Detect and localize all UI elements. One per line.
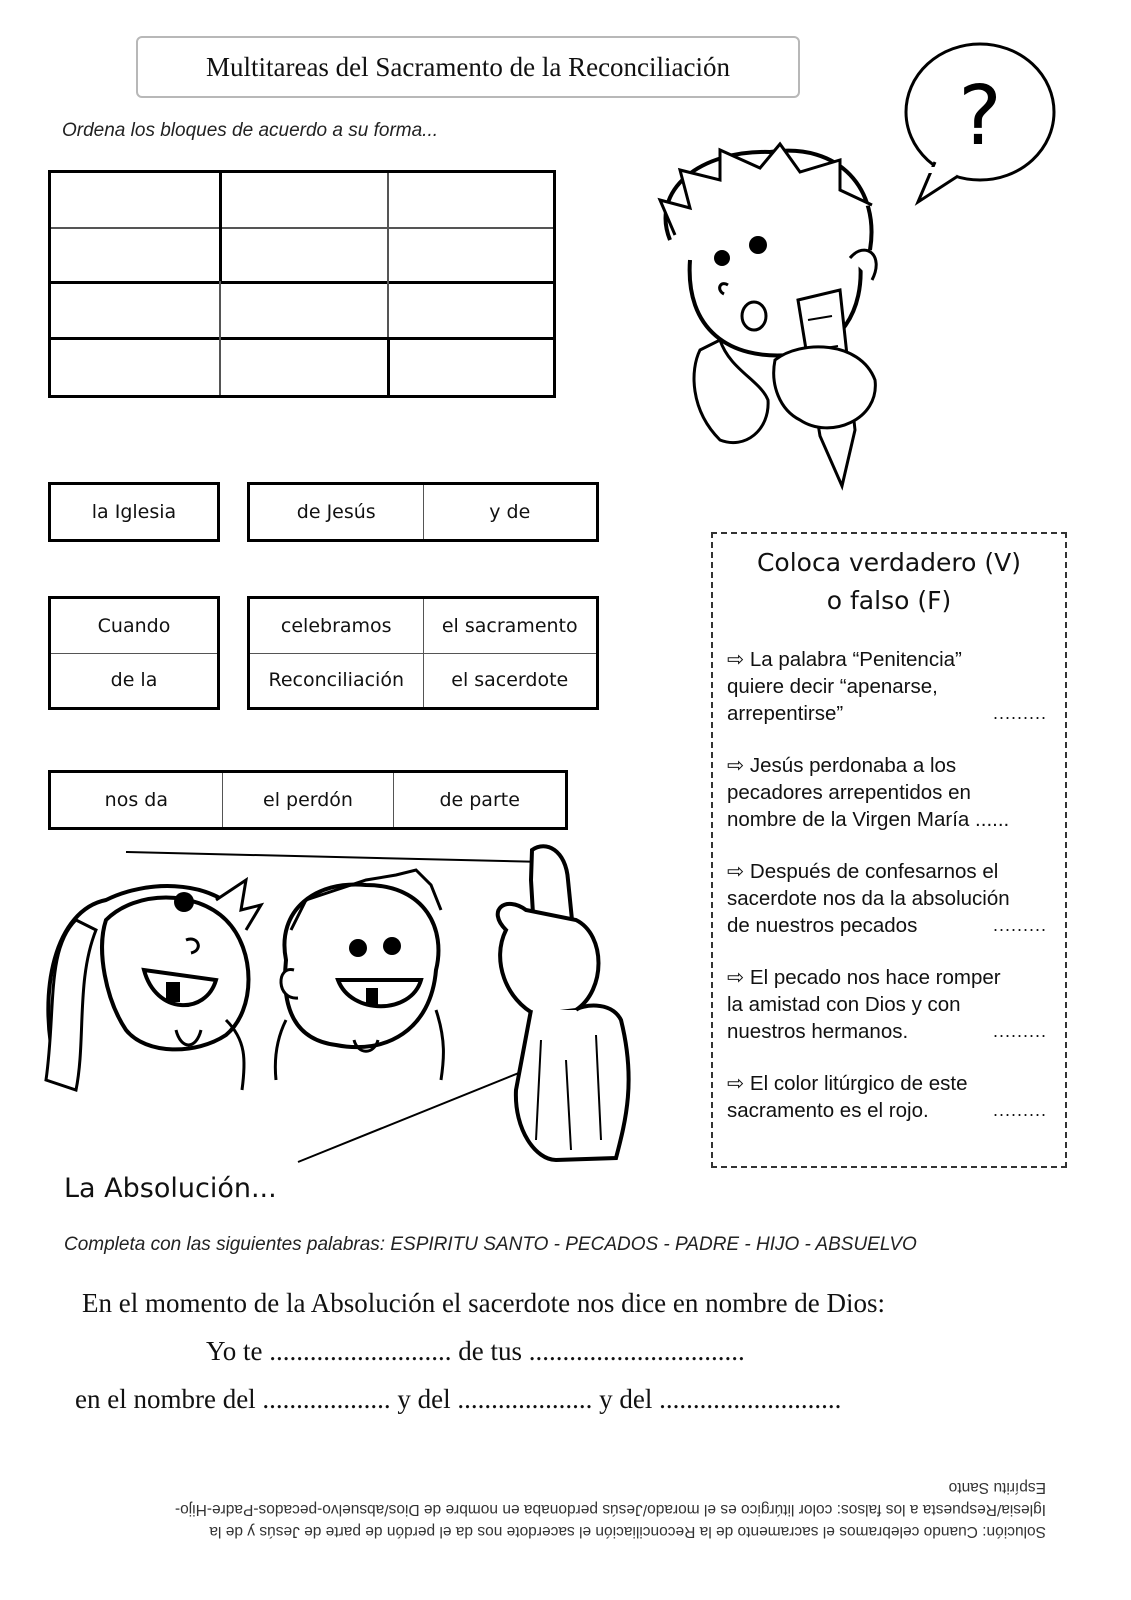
block-word: Cuando	[51, 599, 217, 654]
solution-line: Iglesia/Respuesta a los falsos: color litúrgico es el morado/Jesús perdonaba en nombre de Dios/absuelvo-pecados-Padre-Hijo-	[174, 1501, 1046, 1518]
answer-grid[interactable]	[48, 170, 556, 398]
word-block-4[interactable]	[247, 596, 599, 710]
statement-2	[727, 752, 1057, 833]
statement-text: Jesús perdonaba a los	[749, 754, 957, 777]
statement-text: de nuestros pecados	[727, 914, 918, 937]
arrow-icon: ⇨	[727, 966, 745, 989]
true-false-box	[711, 532, 1067, 1168]
thinking-boy-illustration	[650, 40, 1070, 510]
answer-blank[interactable]: .........	[992, 1021, 1047, 1041]
block-word: de Jesús	[250, 485, 424, 539]
statement-text: nuestros hermanos.	[727, 1020, 909, 1043]
statement-text: nombre de la Virgen María	[727, 808, 970, 831]
children-priest-illustration	[36, 840, 676, 1200]
statement-text: Después de confesarnos el	[749, 860, 999, 883]
arrow-icon: ⇨	[727, 754, 745, 777]
block-word: de parte	[439, 789, 520, 811]
true-false-title-line: o falso (F)	[826, 586, 952, 615]
statement-4	[727, 964, 1057, 1045]
true-false-title-line: Coloca verdadero (V)	[756, 548, 1022, 577]
answer-blank[interactable]: ......	[975, 808, 1010, 831]
statement-3	[727, 858, 1057, 939]
word-block-5[interactable]	[48, 770, 568, 830]
word-block-1[interactable]	[48, 482, 220, 542]
block-word: el perdón	[223, 773, 395, 827]
absolution-heading: La Absolución...	[64, 1173, 277, 1204]
statement-text: El color litúrgico de este	[749, 1072, 968, 1095]
statement-text: arrepentirse”	[727, 702, 844, 725]
statement-text: La palabra “Penitencia”	[749, 648, 962, 671]
answer-blank[interactable]: .........	[992, 915, 1047, 935]
absolution-line-1: En el momento de la Absolución el sacerdote nos dice en nombre de Dios:	[82, 1288, 886, 1318]
solution-line: Espíritu Santo	[948, 1479, 1046, 1496]
statement-5	[727, 1070, 1057, 1124]
true-false-title	[713, 544, 1065, 620]
block-word: el sacerdote	[451, 669, 569, 692]
absolution-line-2[interactable]: Yo te ........................... de tus ................................	[206, 1336, 745, 1366]
block-word: la Iglesia	[91, 501, 177, 523]
answer-blank[interactable]: .........	[992, 1100, 1047, 1120]
arrow-icon: ⇨	[727, 1072, 745, 1095]
statement-text: El pecado nos hace romper	[749, 966, 1001, 989]
statement-text: pecadores arrepentidos en	[727, 781, 971, 804]
statement-text: quiere decir “apenarse,	[727, 675, 938, 698]
block-word: nos da	[51, 773, 223, 827]
arrow-icon: ⇨	[727, 648, 745, 671]
statement-1	[727, 646, 1057, 727]
block-word: celebramos	[250, 599, 423, 654]
question-mark: ?	[958, 69, 1002, 164]
statement-text: sacerdote nos da la absolución	[727, 887, 1010, 910]
girl-figure	[46, 880, 261, 1090]
block-word: de la	[110, 669, 158, 692]
worksheet-title: Multitareas del Sacramento de la Reconciliación	[136, 36, 800, 98]
block-word: y de	[489, 501, 531, 523]
statement-text: sacramento es el rojo.	[727, 1099, 929, 1122]
upside-down-solution	[86, 1476, 1046, 1542]
completion-instruction: Completa con las siguientes palabras: ESPIRITU SANTO - PECADOS - PADRE - HIJO - ABSUELVO	[64, 1234, 917, 1255]
block-word: el sacramento	[424, 599, 597, 654]
priest-hand	[498, 846, 629, 1160]
word-block-2[interactable]	[247, 482, 599, 542]
block-word: Reconciliación	[268, 669, 404, 692]
answer-blank[interactable]: .........	[992, 703, 1047, 723]
word-block-3[interactable]	[48, 596, 220, 710]
absolution-line-3[interactable]: en el nombre del ................... y del .................... y del ...........................	[75, 1384, 842, 1414]
solution-line: Solución: Cuando celebramos el sacramento de la Reconciliación el sacerdote nos da el perdón de parte de Jesús y de la	[209, 1523, 1046, 1540]
boy-figure	[275, 870, 443, 1080]
order-instruction: Ordena los bloques de acuerdo a su forma...	[62, 120, 439, 141]
arrow-icon: ⇨	[727, 860, 745, 883]
statement-text: la amistad con Dios y con	[727, 993, 961, 1016]
